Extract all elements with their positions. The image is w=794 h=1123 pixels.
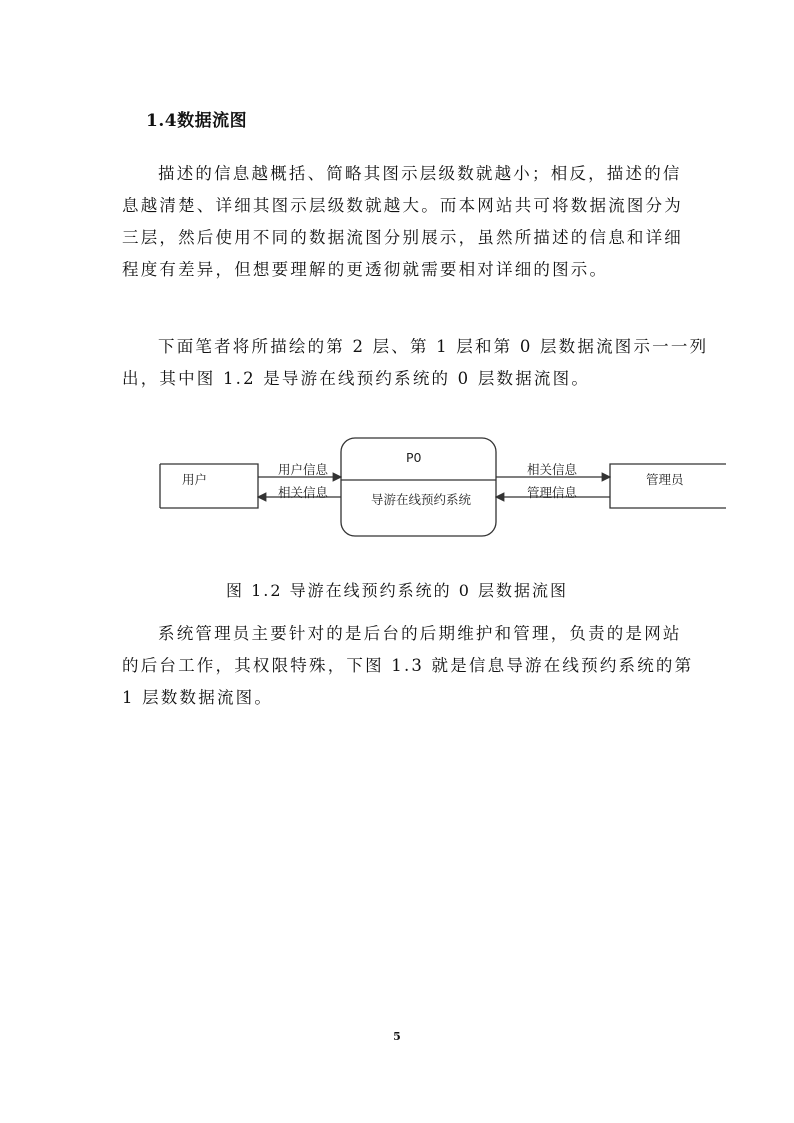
- paragraph-line: 描述的信息越概括、简略其图示层级数就越小；相反，描述的信: [158, 164, 682, 183]
- flow-label-related-info-right: 相关信息: [527, 462, 578, 477]
- process-name-label: 导游在线预约系统: [371, 492, 472, 507]
- paragraph-line: 系统管理员主要针对的是后台的后期维护和管理，负责的是网站: [158, 624, 682, 643]
- process-id-label: P0: [406, 450, 422, 465]
- flow-label-user-info: 用户信息: [278, 462, 329, 477]
- data-flow-diagram: [150, 436, 740, 546]
- paragraph-line: 程度有差异，但想要理解的更透彻就需要相对详细的图示。: [122, 260, 609, 279]
- paragraph-line: 出，其中图 1.2 是导游在线预约系统的 0 层数据流图。: [122, 369, 591, 388]
- paragraph-line: 1 层数数据流图。: [122, 688, 274, 707]
- paragraph-line: 的后台工作，其权限特殊，下图 1.3 就是信息导游在线预约系统的第: [122, 656, 694, 675]
- figure-caption: 图 1.2 导游在线预约系统的 0 层数据流图: [226, 581, 568, 600]
- page-number: 5: [393, 1030, 401, 1043]
- flow-label-admin-info: 管理信息: [527, 485, 578, 500]
- paragraph-line: 三层，然后使用不同的数据流图分别展示，虽然所描述的信息和详细: [122, 228, 683, 247]
- left-entity-label: 用户: [182, 472, 208, 487]
- section-heading: 1.4数据流图: [146, 111, 248, 131]
- paragraph-3: [122, 618, 694, 714]
- paragraph-1: [122, 158, 684, 286]
- flow-label-related-info-left: 相关信息: [278, 485, 329, 500]
- left-entity-box: [160, 464, 258, 508]
- right-entity-label: 管理员: [646, 472, 684, 487]
- paragraph-2: [122, 331, 709, 395]
- paragraph-line: 息越清楚、详细其图示层级数就越大。而本网站共可将数据流图分为: [122, 196, 683, 215]
- paragraph-line: 下面笔者将所描绘的第 2 层、第 1 层和第 0 层数据流图示一一列: [158, 337, 709, 356]
